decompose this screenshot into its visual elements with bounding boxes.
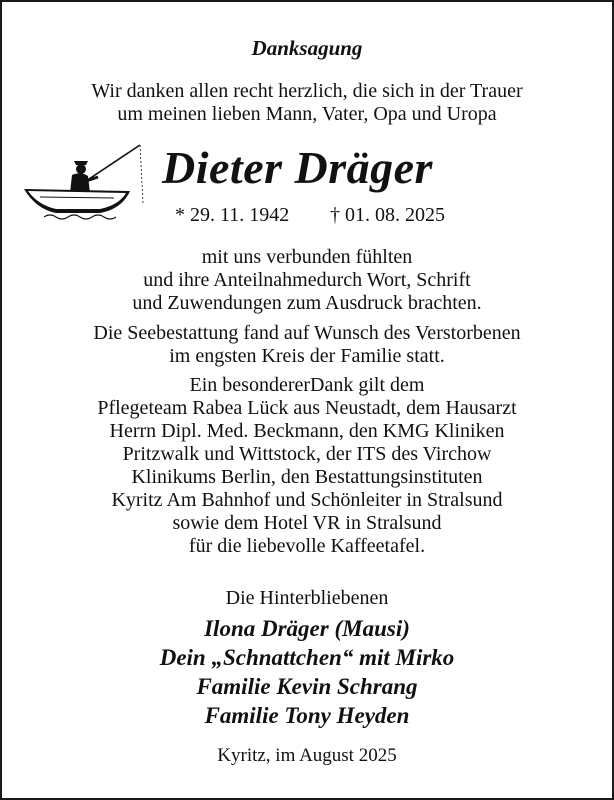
birth-date: * 29. 11. 1942 — [175, 204, 290, 226]
special-thanks-text — [2, 374, 612, 558]
death-date: † 01. 08. 2025 — [330, 204, 445, 226]
place-date: Kyritz, im August 2025 — [217, 745, 397, 766]
intro-line: Wir danken allen recht herzlich, die sich in der Trauer — [91, 80, 523, 102]
deceased-name: Dieter Dräger — [162, 142, 433, 193]
text-line: für die liebevolle Kaffeetafel. — [188, 535, 426, 557]
heading: Danksagung — [251, 36, 363, 60]
funeral-text — [2, 322, 612, 368]
text-line: Kyritz Am Bahnhof und Schönleiter in Stralsund — [111, 489, 503, 511]
mourner-name: Familie Tony Heyden — [204, 703, 410, 728]
text-line: Pritzwalk und Wittstock, der ITS des Virchow — [122, 443, 492, 465]
mourner-name: Familie Kevin Schrang — [196, 674, 418, 699]
text-line: Herrn Dipl. Med. Beckmann, den KMG Kliniken — [109, 420, 505, 442]
mourner-name: Ilona Dräger (Mausi) — [204, 616, 410, 641]
text-line: im engsten Kreis der Familie statt. — [169, 345, 445, 367]
text-line: und Zuwendungen zum Ausdruck brachten. — [132, 292, 482, 314]
text-line: sowie dem Hotel VR in Stralsund — [172, 512, 442, 534]
intro-line: um meinen lieben Mann, Vater, Opa und Uropa — [117, 103, 497, 125]
mourners-label: Die Hinterbliebenen — [225, 587, 389, 609]
text-line: Pflegeteam Rabea Lück aus Neustadt, dem Hausarzt — [97, 397, 517, 419]
intro-text — [2, 80, 612, 126]
text-line: Die Seebestattung fand auf Wunsch des Verstorbenen — [93, 322, 521, 344]
mourners-list — [2, 614, 612, 730]
text-line: Klinikums Berlin, den Bestattungsinstituten — [131, 466, 483, 488]
text-line: mit uns verbunden fühlten — [201, 246, 413, 268]
text-line: Ein besondererDank gilt dem — [189, 374, 425, 396]
fisherman-in-boat-icon — [22, 143, 152, 223]
text-line: und ihre Anteilnahmedurch Wort, Schrift — [143, 269, 471, 291]
thanks-text — [2, 246, 612, 315]
mourner-name: Dein „Schnattchen“ mit Mirko — [159, 645, 455, 670]
